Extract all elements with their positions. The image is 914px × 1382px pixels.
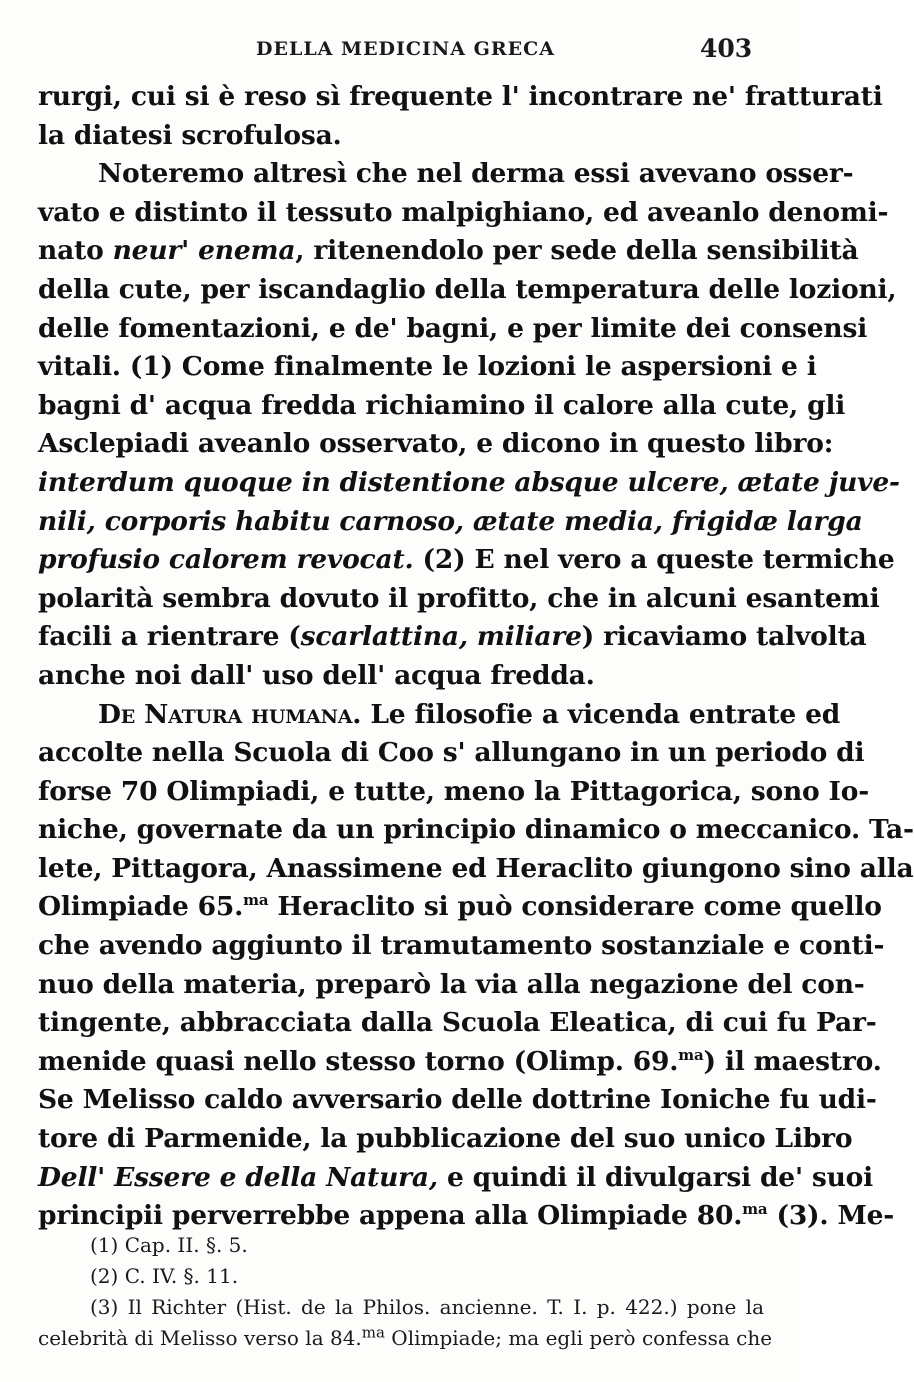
text-line: forse 70 Olimpiadi, e tutte, meno la Pittagorica, sono Io- (38, 775, 870, 807)
superscript: ma (742, 1200, 768, 1219)
footnote-3: (3) Il Richter (Hist. de la Philos. ancienne. T. I. p. 422.) pone la (90, 1295, 764, 1319)
text-line: lete, Pittagora, Anassimene ed Heraclito giungono sino alla (38, 852, 914, 884)
latin-quote-line: interdum quoque in distentione absque ulcere, ætate juve- (38, 466, 900, 498)
text-line: accolte nella Scuola di Coo s' allungano in un periodo di (38, 737, 865, 769)
italic-term: neur' enema (112, 235, 296, 267)
text-line: polarità sembra dovuto il profitto, che in alcuni esantemi (38, 582, 880, 614)
text-line (38, 232, 859, 271)
text-line: rurgi, cui si è reso sì frequente l' incontrare ne' fratturati (38, 81, 883, 112)
text-line: tingente, abbracciata dalla Scuola Eleatica, di cui fu Par- (38, 1007, 877, 1039)
paragraph-start (38, 696, 841, 735)
text-line: nuo della materia, preparò la via alla negazione del con- (38, 968, 865, 1000)
section-heading: De Natura humana. (98, 698, 362, 730)
text-line: che avendo aggiunto il tramutamento sostanziale e conti- (38, 930, 885, 962)
text-run: (3). Me- (767, 1200, 895, 1232)
text-run: Heraclito si può considerare come quello (268, 891, 882, 923)
footnote-1: (1) Cap. II. §. 5. (90, 1233, 248, 1257)
text-run: Le filosofie a vicenda entrate ed (361, 698, 841, 730)
text-run: facili a rientrare ( (38, 621, 301, 653)
text-line: Se Melisso caldo avversario delle dottrine Ioniche fu udi- (38, 1084, 877, 1116)
text-line: bagni d' acqua fredda richiamino il calore alla cute, gli (38, 389, 846, 421)
superscript: ma (361, 1323, 385, 1342)
superscript: ma (243, 891, 269, 910)
text-line: la diatesi scrofulosa. (38, 119, 342, 151)
text-line (38, 541, 895, 580)
text-line: Asclepiadi aveanlo osservato, e dicono in questo libro: (38, 428, 834, 460)
text-line: delle fomentazioni, e de' bagni, e per limite dei consensi (38, 312, 868, 344)
running-head (0, 34, 800, 70)
text-line (38, 618, 867, 657)
footnote-3-continued (38, 1323, 773, 1354)
text-run: e quindi il divulgarsi de' suoi (437, 1161, 874, 1193)
text-run: ) ricaviamo talvolta (581, 621, 867, 653)
text-run: (2) E nel vero a queste termiche (413, 544, 895, 576)
text-line: tore di Parmenide, la pubblicazione del suo unico Libro (38, 1123, 853, 1155)
text-run: principii perverrebbe appena alla Olimpiade 80. (38, 1200, 743, 1232)
text-run: Olimpiade; ma egli però confessa che (384, 1326, 773, 1350)
text-line (38, 1159, 874, 1198)
text-run: menide quasi nello stesso torno (Olimp. 69. (38, 1045, 679, 1077)
paragraph-start: Noteremo altresì che nel derma essi avevano osser- (98, 158, 854, 190)
text-run: nato (38, 235, 113, 267)
text-line: vato e distinto il tessuto malpighiano, ed aveanlo denomi- (38, 196, 889, 228)
book-title: Dell' Essere e della Natura, (38, 1161, 438, 1193)
superscript: ma (678, 1046, 704, 1065)
text-line: niche, governate da un principio dinamico o meccanico. Ta- (38, 814, 914, 846)
footnotes (38, 1230, 773, 1354)
text-run: Olimpiade 65. (38, 891, 244, 923)
text-line (38, 1043, 882, 1082)
text-run: celebrità di Melisso verso la 84. (38, 1326, 362, 1350)
body-text (38, 78, 914, 1236)
italic-term: scarlattina, miliare (300, 621, 582, 653)
text-run: ) il maestro. (703, 1045, 882, 1077)
text-line: anche noi dall' uso dell' acqua fredda. (38, 659, 595, 691)
page-number: 403 (700, 34, 753, 63)
footnote-2: (2) C. IV. §. 11. (90, 1264, 239, 1288)
latin-quote-end: profusio calorem revocat. (38, 544, 414, 576)
text-line: della cute, per iscandaglio della temperatura delle lozioni, (38, 273, 897, 305)
running-title: DELLA MEDICINA GRECA (256, 38, 556, 60)
text-line: vitali. (1) Come finalmente le lozioni le aspersioni e i (38, 351, 817, 383)
text-line (38, 888, 882, 927)
latin-quote-line: nili, corporis habitu carnoso, ætate media, frigidæ larga (38, 505, 863, 537)
text-run: , ritenendolo per sede della sensibilità (295, 235, 859, 267)
